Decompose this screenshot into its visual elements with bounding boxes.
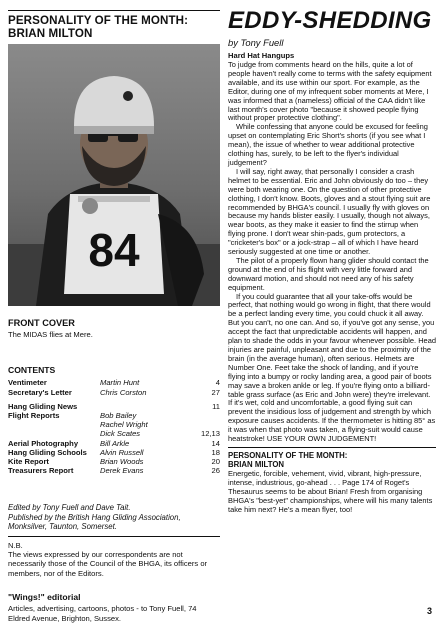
bib-number: 84: [88, 224, 140, 276]
toc-title: [8, 420, 100, 429]
toc-author: Bill Arkle: [100, 438, 130, 448]
toc-author: Dick Scates: [100, 429, 141, 439]
article-headline: EDDY-SHEDDING: [228, 7, 432, 34]
toc-title: Secretary's Letter: [8, 387, 72, 397]
toc-title: [8, 429, 100, 438]
personality-heading: [8, 14, 220, 40]
toc-page: [192, 420, 220, 429]
article-subheading: Hard Hat Hangups: [228, 51, 295, 60]
toc-title: Aerial Photography: [8, 438, 79, 448]
toc-page: 11: [212, 401, 220, 411]
pom-box-heading-line2: BRIAN MILTON: [228, 459, 285, 469]
top-rule-left: [8, 10, 220, 11]
toc-page: 20: [211, 457, 220, 467]
credits: [8, 503, 220, 531]
credits-rule: [8, 536, 220, 537]
credits-line: Published by the British Hang Gliding Association,: [8, 512, 181, 522]
table-row: [8, 439, 220, 448]
credits-line: Edited by Tony Fuell and Dave Tait.: [8, 503, 131, 513]
article-paragraph: If you could guarantee that all your take-offs would be perfect, that nothing would go wrong in flight, that there would be a perfect landing every time, you could chuck it all away. But you can't, no one can. And so, if you've got any sense, you accept the fact that unpredictable accidents will happen, and plan to shade the odds in your favour whenever possible. Head injuries are painful, unpleasant and due to the proximity of the brain (in the average human), often serious. Helmets are Number One. Feet take the shock of landing, and if you're flying into a bumpy or rocky landing area, a good pair of boots may save a broken ankle or leg. If you're flying onto a billiard-table grass surface (as Eric and John were) they're irrelevant. If it's wet, cold and uncomfortable, a good flying suit can prevent the insidious loss of judgement and strength by which exposure causes accidents. If the thermometer is hitting 85° as it was when that photo was taken, a flying-suit would cause heatstroke! USE YOUR OWN JUDGEMENT!: [228, 291, 436, 444]
personality-heading-line1: PERSONALITY OF THE MONTH:: [8, 14, 189, 27]
article-byline: by Tony Fuell: [228, 37, 284, 48]
toc-author: [100, 402, 192, 411]
toc-page: 27: [211, 387, 220, 397]
table-row: [8, 457, 220, 466]
table-row: [8, 429, 220, 438]
credits-line: Monksilver, Taunton, Somerset.: [8, 522, 117, 532]
pom-rule: [228, 447, 436, 448]
toc-author: Alvin Russell: [100, 447, 144, 457]
toc-page: [192, 411, 220, 420]
toc-author: Chris Corston: [100, 387, 147, 397]
pom-box-text: Energetic, forcible, vehement, vivid, vibrant, high-pressure, intense, industrious, go-ahead . . . Page 174 of Roget's Thesaurus seems to be about Brian! Fresh from organising BHGA's "best-yet" championships, where will his many talents take him next? He's a mean flyer, too!: [228, 468, 433, 514]
article-body: [228, 61, 436, 444]
wings-title: "Wings!" editorial: [8, 592, 81, 603]
personality-heading-line2: BRIAN MILTON: [8, 27, 93, 40]
left-column: [8, 10, 220, 623]
table-row: [8, 448, 220, 457]
article-column: [228, 8, 436, 515]
contents-title: CONTENTS: [8, 365, 56, 376]
toc-page: 12,13: [200, 429, 220, 439]
toc-author: Rachel Wright: [100, 420, 148, 430]
table-row: [8, 420, 220, 429]
toc-author: Derek Evans: [100, 466, 144, 476]
portrait-photo: [8, 44, 220, 306]
table-row: [8, 411, 220, 420]
pom-box-heading-line1: PERSONALITY OF THE MONTH:: [228, 450, 348, 460]
table-row: [8, 466, 220, 475]
toc-author: Brian Woods: [100, 457, 144, 467]
toc-title: Hang Gliding Schools: [8, 447, 87, 457]
page-number: 3: [426, 606, 432, 616]
toc-page: 14: [211, 438, 220, 448]
article-paragraph: To judge from comments heard on the hills, quite a lot of people haven't really come to terms with the safety equipment available, and its use within our sport. For example, as the Editor, during one of my infrequent sober moments at Mere, I was informed that a (nameless) official of the CAA didn't like last month's cover photo "because it showed people flying without proper protective clothing".: [228, 60, 432, 123]
toc-title: Hang Gliding News: [8, 401, 78, 411]
toc-title: Treasurers Report: [8, 466, 74, 476]
table-row: [8, 402, 220, 411]
front-cover-caption: The MIDAS flies at Mere.: [8, 330, 93, 339]
toc-page: 4: [215, 378, 220, 388]
wings-text: Articles, advertising, cartoons, photos - to Tony Fuell, 74 Eldred Avenue, Brighton, Sussex.: [8, 604, 197, 623]
table-row: [8, 378, 220, 387]
toc-author: Martin Hunt: [100, 378, 140, 388]
table-row: [8, 388, 220, 397]
toc-page: 26: [211, 466, 220, 476]
portrait-illustration: [8, 44, 220, 306]
article-paragraph: The pilot of a properly flown hang glider should contact the ground at the end of his flight with very little forward and downward motion, and should not need any of his safety equipment.: [228, 255, 429, 292]
toc-page: 18: [211, 447, 220, 457]
article-paragraph: While confessing that anyone could be excused for feeling upset on contemplating Eric Short's shorts (if you see what I mean), the issue of whether to wear additional protective clothing has, surely, to be left to the flyer's individual judgement?: [228, 122, 428, 167]
toc-title: Kite Report: [8, 457, 49, 467]
contents-table: [8, 378, 220, 475]
toc-author: Bob Bailey: [100, 411, 137, 421]
front-cover-title: FRONT COVER: [8, 318, 75, 328]
nb-text: The views expressed by our correspondents are not necessarily those of the Council of the BHGA, its officers or members, nor of the Editors.: [8, 550, 208, 578]
toc-title: Flight Reports: [8, 411, 60, 421]
article-paragraph: I will say, right away, that personally I consider a crash helmet to be essential. Eric and John obviously do too – they were both wearing one. On the question of other protective clothing, I don't know. Boots, gloves and a stout flying suit are recommended by BHGA's council. I usually fly with gloves on because my hands blister easily. I usually, though not always, wear boots, as they make it easier to find the stirrup when flying prone. I don't wear shin-pads, gum protectors, a "cricketer's box" or a jock-strap – all of which I have heard seriously suggested at one time or another.: [228, 166, 431, 257]
nb-label: N.B.: [8, 540, 23, 550]
pom-box-heading: [228, 451, 436, 469]
toc-title: Ventimeter: [8, 378, 47, 388]
